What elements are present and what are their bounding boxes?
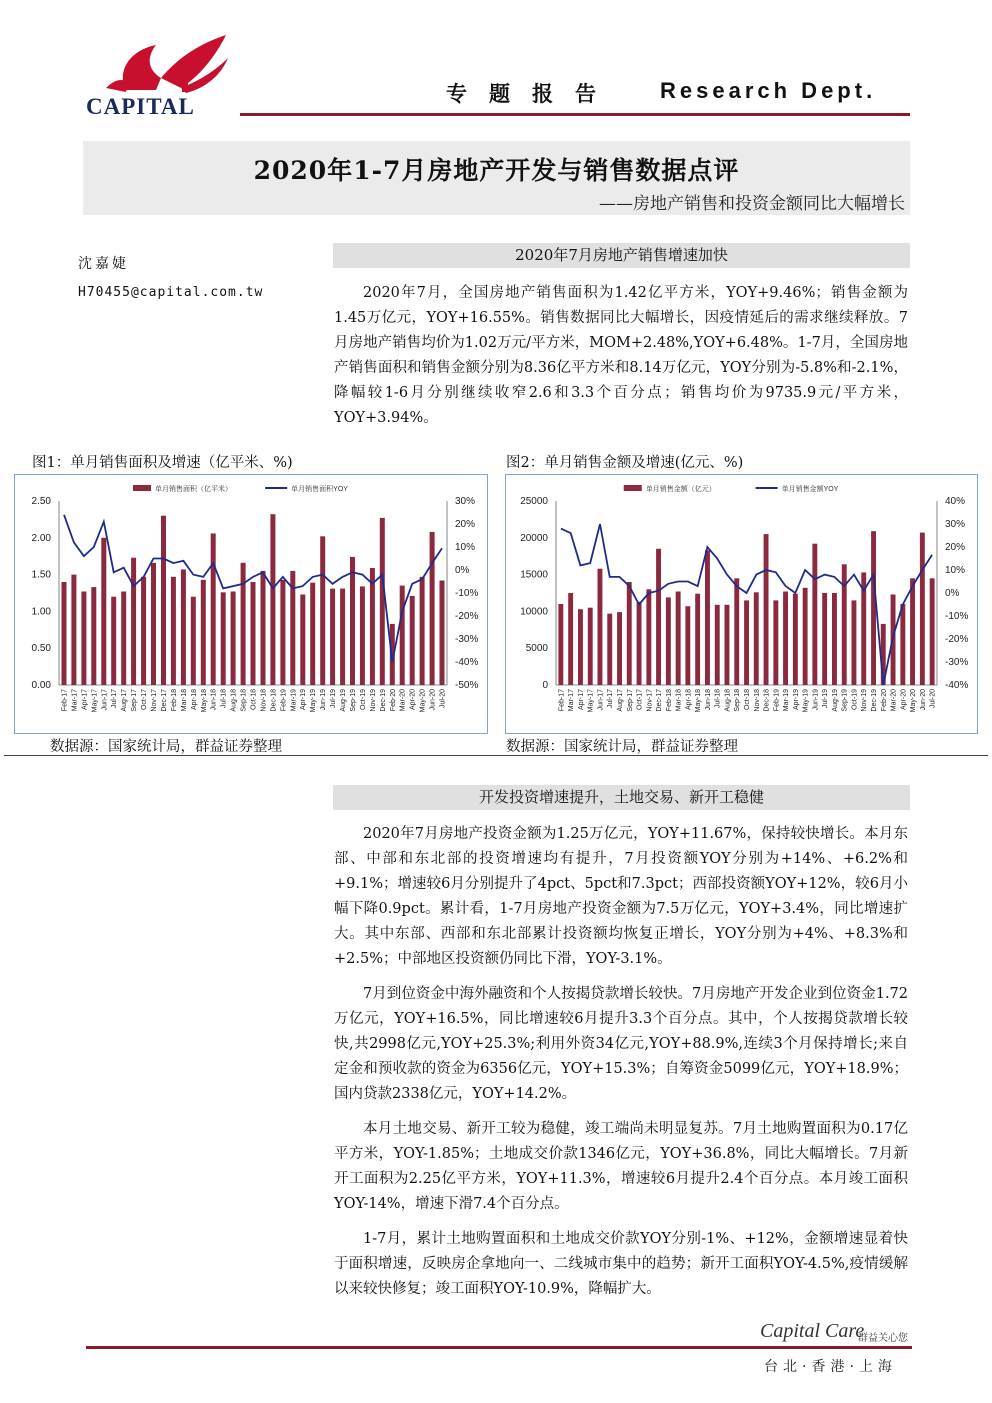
x-tick-label: May-19	[802, 689, 810, 713]
report-type: 专题报告	[446, 82, 618, 106]
legend-bar-label: 单月销售金额（亿元）	[645, 486, 716, 493]
author-name: 沈嘉婕	[78, 256, 129, 272]
x-tick-label: Sep-17	[131, 689, 139, 712]
section2-paragraph-1: 2020年7月房地产投资金额为1.25万亿元，YOY+11.67%，保持较快增长。本月东部、中部和东北部的投资增速均有提升，7月投资额YOY分别为+14%、+6.2%和+9.1%；增速较6月分别提升了4pct、5pct和7.3pct；西部投资额YOY+12%，较6月小幅下降0.9pct。累计看，1-7月房地产投资金额为7.5万亿元，YOY+3.4%，同比增速扩大。其中东部、西部和东北部累计投资额均恢复正增长，YOY分别为+4%、+8.3%和+2.5%；中部地区投资额仍同比下滑，YOY-3.1%。	[334, 826, 908, 967]
x-tick-label: Apr-18	[190, 689, 198, 711]
section2-paragraph-4: 1-7月，累计土地购置面积和土地成交价款YOY分别-1%、+12%，金额增速显着快于面积增速，反映房企拿地向一、二线城市集中的趋势；新开工面积YOY-4.5%,疫情缓解以来较快修复；竣工面积YOY-10.9%，降幅扩大。	[334, 1231, 908, 1297]
x-tick-label: Feb-19	[280, 689, 288, 712]
y-tick-left: 20000	[520, 532, 548, 544]
bar	[151, 563, 156, 685]
x-tick-label: Jun-19	[812, 689, 820, 711]
y-tick-right: 40%	[945, 496, 966, 507]
y-tick-right: -50%	[455, 680, 479, 691]
bar	[578, 609, 583, 685]
footer-brand: Capital Care	[760, 1320, 865, 1342]
x-tick-label: Sep-18	[734, 689, 742, 712]
y-tick-right: -10%	[455, 588, 479, 599]
figure-divider	[4, 755, 988, 756]
y-tick-right: 30%	[455, 496, 476, 507]
x-tick-label: Mar-19	[290, 689, 298, 712]
x-tick-label: Mar-19	[783, 689, 791, 712]
x-tick-label: Mar-20	[890, 689, 898, 712]
legend-line-label: 单月销售金额YOY	[781, 486, 839, 493]
y-tick-left: 2.50	[31, 496, 51, 507]
report-title: 2020年1-7月房地产开发与销售数据点评	[253, 156, 740, 185]
x-tick-label: Oct-19	[359, 689, 367, 711]
bar	[734, 578, 739, 685]
bar	[81, 592, 86, 686]
bar	[822, 593, 827, 685]
x-tick-label: Jul-20	[439, 689, 447, 709]
y-tick-right: 0%	[945, 588, 960, 599]
bar	[773, 600, 778, 685]
bar	[141, 577, 146, 685]
x-tick-label: Nov-17	[151, 689, 158, 712]
footer-rule	[86, 1346, 912, 1349]
bar	[330, 589, 335, 685]
y-tick-right: -30%	[945, 657, 969, 668]
bar	[754, 592, 759, 685]
bar	[793, 594, 798, 685]
bar	[627, 582, 632, 685]
footer-brand-cn: 群益关心您	[858, 1333, 908, 1344]
bar	[803, 588, 808, 685]
bar	[900, 604, 905, 685]
bar	[201, 580, 206, 685]
bar	[430, 532, 435, 685]
bar	[161, 516, 166, 685]
x-tick-label: May-18	[200, 689, 208, 713]
report-subtitle: ——房地产销售和投资金额同比大幅增长	[599, 194, 905, 214]
y-tick-right: 20%	[455, 519, 476, 530]
y-tick-left: 10000	[520, 606, 548, 618]
x-tick-label: Feb-17	[558, 689, 566, 712]
x-tick-label: May-20	[419, 689, 427, 713]
figure2-source: 数据源：国家统计局，群益证券整理	[506, 739, 738, 755]
bar	[62, 582, 67, 685]
y-tick-right: 20%	[945, 542, 966, 553]
bar	[131, 558, 136, 685]
bar	[617, 612, 622, 685]
bar	[910, 578, 915, 685]
legend-bar-swatch	[624, 485, 642, 491]
x-tick-label: Sep-19	[350, 689, 357, 712]
x-tick-label: Jul-18	[714, 689, 722, 709]
bar	[598, 569, 603, 685]
bar	[440, 581, 445, 686]
x-tick-label: May-19	[310, 689, 318, 713]
y-tick-left: 1.00	[31, 606, 51, 618]
bar	[191, 597, 196, 685]
bar	[241, 563, 246, 685]
x-tick-label: Jun-17	[597, 689, 605, 711]
bar	[744, 600, 749, 685]
legend-bar-label: 单月销售面积（亿平米）	[155, 486, 232, 493]
section2-heading: 开发投资增速提升，土地交易、新开工稳健	[333, 785, 910, 810]
bar	[568, 593, 573, 685]
y-tick-right: -40%	[455, 657, 479, 668]
x-tick-label: Jun-18	[210, 689, 218, 711]
section2-paragraph-2: 7月到位资金中海外融资和个人按揭贷款增长较快。7月房地产开发企业到位资金1.72万亿元，YOY+16.5%，同比增速较6月提升3.3个百分点。其中，个人按揭贷款增长较快,共2998亿元,YOY+25.3%;利用外资34亿元,YOY+88.9%,连续3个月保持增长;来自定金和预收款的资金为6356亿元，YOY+15.3%；自筹资金5099亿元，YOY+18.9%；国内贷款2338亿元，YOY+14.2%。	[334, 986, 908, 1102]
x-tick-label: Dec-17	[161, 689, 168, 712]
x-tick-label: Aug-17	[617, 689, 624, 712]
x-tick-label: Jun-20	[919, 689, 927, 711]
section1-paragraph: 2020年7月，全国房地产销售面积为1.42亿平方米，YOY+9.46%；销售金额为1.45万亿元，YOY+16.55%。销售数据同比大幅增长，因疫情延后的需求继续释放。7月房地产销售均价为1.02万元/平方米，MOM+2.48%,YOY+6.48%。1-7月，全国房地产销售面积和销售金额分别为8.36亿平方米和8.14万亿元，YOY分别为-5.8%和-2.1%，降幅较1-6月分别继续收窄2.6和3.3个百分点；销售均价为9735.9元/平方米，YOY+3.94%。	[334, 285, 908, 426]
bar	[231, 592, 236, 686]
y-tick-left: 25000	[520, 496, 548, 507]
x-tick-label: Jun-17	[101, 689, 109, 711]
x-tick-label: Oct-18	[250, 689, 258, 711]
x-tick-label: Dec-19	[871, 689, 878, 712]
bar	[101, 538, 106, 685]
bar	[832, 593, 837, 685]
bar	[91, 587, 96, 685]
x-tick-label: Dec-19	[379, 689, 387, 712]
x-tick-label: Mar-17	[71, 689, 79, 712]
chart-sales-amount	[505, 474, 978, 734]
y-tick-left: 1.50	[31, 569, 51, 581]
x-tick-label: Nov-18	[753, 689, 761, 712]
y-tick-right: 10%	[455, 542, 476, 553]
bar	[221, 592, 226, 685]
y-tick-left: 15000	[520, 569, 548, 581]
x-tick-label: Apr-18	[685, 689, 693, 711]
bar	[111, 597, 116, 685]
x-tick-label: Dec-17	[656, 689, 664, 712]
y-tick-left: 5000	[525, 643, 548, 655]
bar	[920, 533, 925, 685]
y-tick-right: -20%	[455, 611, 479, 622]
x-tick-label: Nov-19	[369, 689, 377, 712]
legend-line-label: 单月销售面积YOY	[291, 486, 348, 493]
x-tick-label: Jul-17	[111, 689, 119, 709]
bar	[181, 569, 186, 685]
y-tick-right: -30%	[455, 634, 479, 645]
x-tick-label: Nov-19	[861, 689, 869, 712]
bar	[646, 589, 651, 685]
bar	[637, 602, 642, 685]
x-tick-label: Jul-19	[822, 689, 830, 709]
x-tick-label: Dec-18	[763, 689, 771, 712]
bar	[340, 589, 345, 685]
x-tick-label: Dec-18	[270, 689, 278, 712]
x-tick-label: Aug-19	[831, 689, 839, 712]
y-tick-right: -10%	[945, 611, 969, 622]
figure1-source: 数据源：国家统计局，群益证券整理	[50, 739, 282, 755]
x-tick-label: Apr-17	[577, 689, 585, 711]
bar	[410, 596, 415, 685]
x-tick-label: Oct-17	[141, 689, 149, 711]
y-tick-right: 30%	[945, 519, 966, 530]
y-tick-right: -40%	[945, 680, 969, 691]
bar	[400, 586, 405, 685]
bar	[71, 575, 76, 685]
bar	[251, 582, 256, 685]
y-tick-left: 0.00	[31, 680, 51, 691]
y-tick-right: 10%	[945, 565, 966, 576]
x-tick-label: Apr-19	[792, 689, 800, 711]
x-tick-label: Nov-17	[646, 689, 654, 712]
bar	[666, 597, 671, 685]
bar	[656, 549, 661, 685]
bar	[558, 604, 563, 685]
bar	[842, 564, 847, 685]
x-tick-label: Aug-18	[724, 689, 732, 712]
x-tick-label: Sep-18	[240, 689, 248, 712]
bar	[764, 534, 769, 685]
bar	[715, 605, 720, 685]
bar	[852, 600, 857, 685]
x-tick-label: Sep-19	[841, 689, 849, 712]
x-tick-label: Jul-17	[607, 689, 615, 709]
bar	[211, 533, 216, 685]
x-tick-label: Oct-18	[744, 689, 751, 711]
bar	[270, 514, 275, 685]
bar	[607, 614, 612, 685]
x-tick-label: Mar-20	[399, 689, 407, 712]
bar	[360, 586, 365, 685]
x-tick-label: May-18	[695, 689, 703, 713]
bar	[280, 580, 285, 685]
bar	[420, 577, 425, 685]
x-tick-label: Apr-20	[900, 689, 908, 711]
x-tick-label: Jun-20	[429, 689, 437, 711]
section2-paragraph-3: 本月土地交易、新开工较为稳健，竣工端尚未明显复苏。7月土地购置面积为0.17亿平方米，YOY-1.85%；土地成交价款1346亿元，YOY+36.8%，同比大幅增长。7月新开工面积为2.25亿平方米，YOY+11.3%，增速较6月提升2.4个百分点。本月竣工面积YOY-14%，增速下滑7.4个百分点。	[334, 1121, 908, 1212]
bar	[685, 606, 690, 685]
bar	[350, 557, 355, 685]
author-email[interactable]: H70455@capital.com.tw	[78, 285, 264, 300]
y-tick-left: 0.50	[31, 643, 51, 655]
x-tick-label: Feb-20	[880, 689, 888, 712]
x-tick-label: Apr-19	[300, 689, 308, 711]
bar	[380, 518, 385, 685]
bar	[812, 544, 817, 685]
figure2-title: 图2：单月销售金额及增速(亿元、%)	[506, 455, 744, 471]
bar	[320, 536, 325, 685]
header-rule	[240, 113, 910, 116]
x-tick-label: Feb-19	[773, 689, 781, 712]
y-tick-left: 2.00	[31, 532, 51, 544]
x-tick-label: Jun-19	[320, 689, 328, 711]
bar	[121, 592, 126, 686]
x-tick-label: Apr-17	[81, 689, 89, 711]
bar	[588, 608, 593, 685]
bar	[695, 594, 700, 685]
footer-cities: 台北·香港·上海	[764, 1359, 897, 1375]
bar	[871, 531, 876, 685]
x-tick-label: Feb-18	[665, 689, 673, 712]
x-tick-label: Mar-18	[180, 689, 188, 712]
x-tick-label: Feb-18	[170, 689, 178, 712]
bar	[300, 595, 305, 686]
x-tick-label: Mar-18	[675, 689, 683, 712]
x-tick-label: Feb-17	[61, 689, 69, 712]
bar	[725, 605, 730, 685]
section1-heading: 2020年7月房地产销售增速加快	[333, 243, 910, 268]
x-tick-label: Jul-20	[929, 689, 937, 709]
bar	[705, 550, 710, 685]
logo-wordmark: CAPITAL	[86, 94, 195, 119]
x-tick-label: May-20	[910, 689, 918, 713]
figure1-title: 图1：单月销售面积及增速（亿平米、%)	[32, 455, 293, 471]
bar	[676, 592, 681, 686]
bar	[171, 577, 176, 685]
legend-bar-swatch	[133, 485, 151, 491]
bar	[261, 571, 266, 685]
x-tick-label: Aug-18	[230, 689, 238, 712]
y-tick-right: -20%	[945, 634, 969, 645]
x-tick-label: Aug-19	[340, 689, 347, 712]
x-tick-label: Jul-18	[220, 689, 228, 709]
x-tick-label: Apr-20	[409, 689, 417, 711]
bar	[310, 583, 315, 685]
x-tick-label: Sep-17	[626, 689, 634, 712]
bar	[370, 568, 375, 685]
x-tick-label: Jun-18	[704, 689, 712, 711]
research-dept: Research Dept.	[660, 78, 877, 103]
x-tick-label: Oct-19	[851, 689, 859, 711]
x-tick-label: Aug-17	[121, 689, 129, 712]
x-tick-label: Jul-19	[330, 689, 338, 709]
chart-sales-area	[14, 474, 488, 734]
x-tick-label: Mar-17	[568, 689, 576, 712]
x-tick-label: Nov-18	[260, 689, 268, 712]
bar	[783, 592, 788, 686]
x-tick-label: May-17	[91, 689, 99, 713]
y-tick-right: 0%	[455, 565, 470, 576]
y-tick-left: 0	[542, 680, 548, 691]
x-tick-label: May-17	[587, 689, 595, 713]
bar	[930, 578, 935, 685]
x-tick-label: Oct-17	[636, 689, 644, 711]
x-tick-label: Feb-20	[389, 689, 397, 712]
